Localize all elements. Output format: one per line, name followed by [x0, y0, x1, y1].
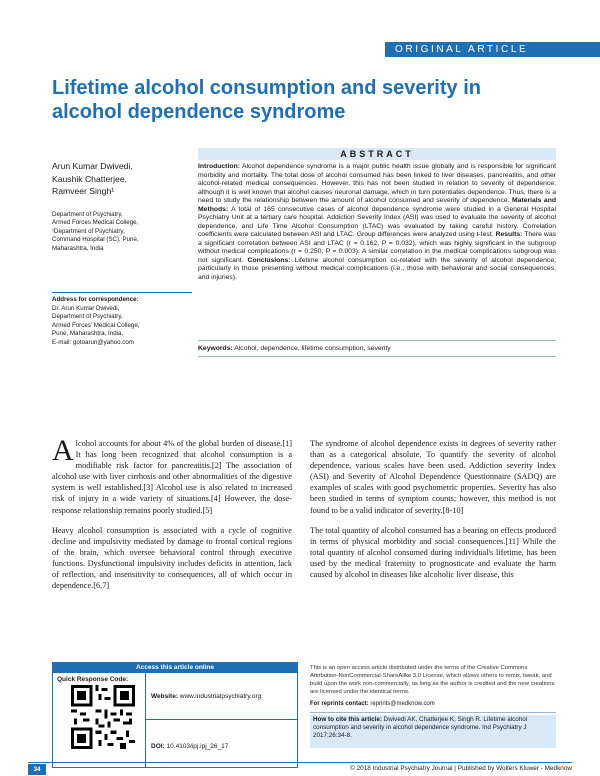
abstract-text — [198, 163, 556, 339]
abstract-heading: ABSTRACT — [198, 148, 556, 160]
abstract-methods: A total of 165 consecutive cases of alcohol dependence syndrome were studied in a General Hospital Psychiatry Unit at a tertiary care hospital. Addiction Severity Index (ASI) was used to evaluate the severity of alcohol dependence, and Life Time Alcohol Consumption (LTAC) was evaluated by taking careful history. Correlation coefficients were calculated between ASI and LTAC. Group differences were analyzed using t-test. — [198, 205, 556, 238]
affiliation-line: Department of Psychiatry, — [52, 211, 123, 218]
keywords-label: Keywords: — [198, 345, 233, 352]
doi-link[interactable]: 10.4103/ipj.ipj_26_17 — [166, 743, 229, 750]
abstract-results: There was a significant correlation between ASI and LTAC (r = 0.162, P = 0.032), which was highly significant in the subgroup without medical complications (r = 0.250, P = 0.003). A similar correlation in the medical complications subgroup was not significant. — [198, 231, 556, 264]
affiliation-line: Maharashtra, India — [52, 244, 104, 252]
doi-line — [151, 743, 228, 750]
access-online-box — [52, 662, 298, 768]
abstract-label: Materials and Methods: — [198, 197, 556, 213]
affiliation-line: Armed Forces Medical College, — [52, 219, 139, 227]
correspondence-email[interactable]: E-mail: gotoarun@yahoo.com — [52, 338, 134, 346]
abstract-label: Conclusions: — [247, 256, 291, 264]
qr-code-icon[interactable] — [71, 685, 135, 749]
abstract-label: Introduction: — [198, 163, 240, 170]
correspondence-line: Pune, Maharashtra, India. — [52, 330, 124, 337]
author-name: Kaushik Chatterjee, — [52, 173, 127, 184]
citation-label: How to cite this article: — [313, 716, 382, 723]
qr-label: Quick Response Code: — [57, 676, 129, 683]
abstract-conclusions: Lifetime alcohol consumption co-related with the severity of alcohol dependence, particularly in those presenting without medical complications (i.e., those with behavioral and social consequences, and injuries). — [198, 256, 556, 281]
divider — [198, 340, 556, 341]
website-link[interactable]: www.industrialpsychiatry.org — [179, 693, 262, 700]
abstract-intro: Alcohol dependence syndrome is a major public health issue globally and is responsible for significant morbidity and mortality. The total dose of alcohol consumed has been linked to liver diseases, pancreatitis, and other alcohol-related medical consequences. However, this has not been studied in relation to severity of dependence; although it is well known that alcohol causes neuronal damage, which in turn potentiates dependence. Thus, there is a need to study the relationship between the amount of alcohol consumed and severity of dependence. — [198, 163, 556, 204]
body-paragraph: The syndrome of alcohol dependence exists in degrees of severity rather than as a categorical absolute. To quantify the severity of alcohol dependence, various scales have been used. Addiction severity Index (ASI) and Severity of Alcohol Dependence Questionnaire (SADQ) are examples of scales with good psychometric properties. Severity has also been studied in terms of symptom counts; however, this method is not found to be a valid indicator of severity.[8-10] — [310, 439, 556, 515]
paragraph-text: lcohol accounts for about 4% of the global burden of disease.[1] It has long been recognized that alcohol consumption is a modifiable risk factor for pancreatitis.[2] The association of alcohol use with liver cirrhosis and other abnormalities of the digestive system is well established.[3] Alcohol use is also related to increased risk of injury in a wide variety of situations.[4] However, the dose-response relationship remains poorly studied.[5] — [52, 439, 292, 515]
reprints-label: For reprints contact: — [310, 701, 369, 707]
keywords — [198, 344, 556, 353]
correspondence-heading: Address for correspondence: — [52, 296, 139, 303]
doi-label: DOI: — [151, 743, 165, 750]
citation-box — [310, 715, 556, 748]
access-heading: Access this article online — [53, 663, 297, 673]
author-list — [52, 160, 192, 198]
drop-cap: A — [52, 434, 74, 467]
footer-text: © 2018 Industrial Psychiatry Journal | Published by Wolters Kluwer - Medknow — [350, 765, 572, 772]
body-paragraph — [52, 434, 292, 516]
affiliation-line: Command Hospital (SC), Pune, — [52, 236, 139, 244]
citation-text: Dwivedi AK, Chatterjee K, Singh R. Lifetime alcohol consumption and severity in alcohol dependence syndrome. Ind Psychiatry J 2017;26:34-8. — [313, 716, 528, 740]
divider — [198, 356, 556, 357]
correspondence-block — [52, 296, 194, 347]
divider — [310, 712, 556, 713]
body-paragraph: The total quantity of alcohol consumed has a bearing on effects produced in terms of physical morbidity and social consequences.[11] While the total quantity of alcohol consumed during individual's lifetime, has been used by the medical fraternity to prognosticate and evaluate the harm caused by alcohol in diseases like alcoholic liver disease, this — [310, 525, 556, 580]
affiliations — [52, 211, 192, 253]
website-line — [151, 693, 261, 700]
author-name: Arun Kumar Dwivedi, — [52, 161, 133, 171]
page-number: 34 — [28, 764, 46, 775]
reprints-email[interactable]: reprints@medknow.com — [368, 701, 435, 707]
article-type-banner: ORIGINAL ARTICLE — [385, 42, 600, 57]
website-label: Website: — [151, 693, 178, 700]
divider — [145, 719, 297, 720]
divider — [145, 673, 146, 767]
correspondence-line: Dr. Arun Kumar Dwivedi, — [52, 304, 120, 312]
article-title: Lifetime alcohol consumption and severity in alcohol dependence syndrome — [52, 77, 481, 123]
body-column-right — [310, 438, 556, 589]
body-column-left — [52, 434, 292, 600]
keywords-text: Alcohol, dependence, lifetime consumption, severity — [232, 345, 391, 352]
reprints-contact — [310, 701, 556, 707]
correspondence-line: Armed Forces' Medical College, — [52, 321, 140, 329]
correspondence-line: Department of Psychiatry, — [52, 313, 123, 320]
page-footer — [28, 762, 572, 776]
affiliation-line: ¹Department of Psychiatry, — [52, 227, 125, 235]
body-paragraph — [52, 525, 292, 592]
author-name: Ramveer Singh¹ — [52, 186, 115, 196]
divider — [52, 292, 192, 293]
paragraph-text: Heavy alcohol consumption is associated with a cycle of cognitive decline and impulsivity mediated by damage to frontal cortical regions of the brain, which oversee behavioral control through executive functions. Dysfunctional impulsivity includes deficits in attention, lack of reflection, and insensitivity to consequences, all of which occur in dependence.[6,7] — [52, 525, 292, 591]
license-text: This is an open access article distributed under the terms of the Creative Commons Attribution-NonCommercial-ShareAlike 3.0 License, which allows others to remix, tweak, and build upon the work non-commercially, as long as the author is credited and the new creations are licensed under the identical terms. — [310, 665, 555, 695]
abstract-label: Results: — [495, 231, 523, 238]
